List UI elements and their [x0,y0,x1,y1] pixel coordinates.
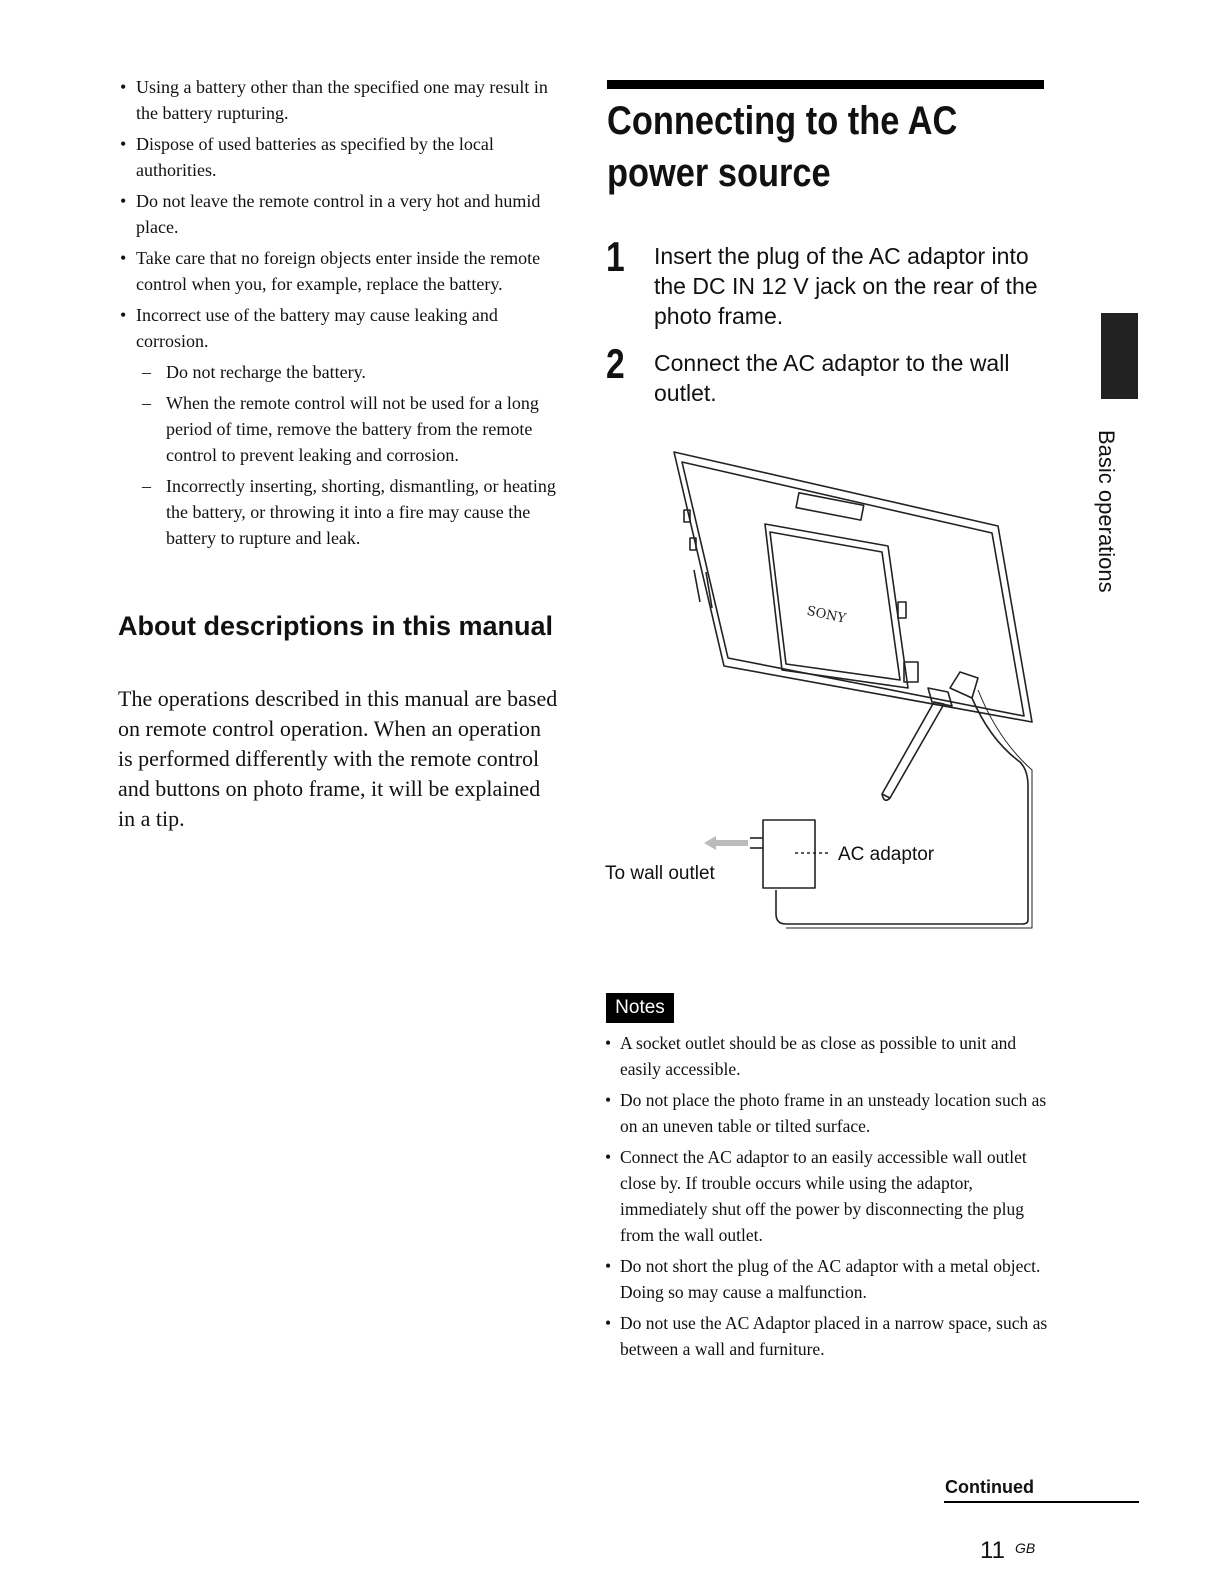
sub-list-item: – Incorrectly inserting, shorting, dismantling, or heating the battery, or throwing it into a fire may cause the battery to rupture and leak. [118,473,558,551]
about-paragraph: The operations described in this manual are based on remote control operation. When an operation is performed differently with the remote control and buttons on photo frame, it will be explained in a tip. [118,686,558,831]
section-tab-label: Basic operations [1094,430,1119,593]
step-text: Insert the plug of the AC adaptor into the DC IN 12 V jack on the rear of the photo frame. [654,243,1038,329]
list-item: • Do not short the plug of the AC adaptor with a metal object. Doing so may cause a malfunction. [604,1253,1049,1305]
list-item: • Dispose of used batteries as specified by the local authorities. [118,131,558,183]
title-rule [607,80,1044,89]
sub-list-item: – Do not recharge the battery. [118,359,558,385]
connection-illustration [600,440,1050,940]
label-to-wall-outlet: To wall outlet [605,863,715,884]
list-item: • Connect the AC adaptor to an easily accessible wall outlet close by. If trouble occurs while using the adaptor, immediately shut off the power by disconnecting the plug from the wall outlet. [604,1144,1049,1248]
top-slot [796,493,864,520]
list-item: • Do not place the photo frame in an unsteady location such as on an uneven table or tilted surface. [604,1087,1049,1139]
continued-label: Continued [945,1477,1034,1497]
list-item: • Do not use the AC Adaptor placed in a narrow space, such as between a wall and furniture. [604,1310,1049,1362]
about-heading: About descriptions in this manual [118,611,554,641]
page-language-code: GB [1015,1540,1036,1556]
step-number: 2 [606,340,625,387]
sub-list-item: – When the remote control will not be used for a long period of time, remove the battery from the remote control to prevent leaking and corrosion. [118,390,558,468]
step-text: Connect the AC adaptor to the wall outlet. [654,350,1010,406]
step-number: 1 [606,233,625,280]
side-button-strip [694,570,700,602]
list-item: • Using a battery other than the specified one may result in the battery rupturing. [118,74,558,126]
notes-badge: Notes [606,993,674,1023]
brand-logo: SONY [805,603,848,627]
label-ac-adaptor: AC adaptor [838,844,935,865]
rear-panel-inner [770,532,900,680]
ac-adaptor-body [763,820,815,888]
back-switch [898,602,906,618]
frame-outline [674,452,1032,722]
battery-precautions-list [118,74,558,556]
power-cable-shadow [786,690,1032,928]
continued-rule [944,1501,1139,1503]
plug-head [950,672,978,698]
page-title: Connecting to the AC power source [607,99,958,195]
arrow-left-icon [704,836,748,850]
page-number: 11 [980,1537,1005,1564]
frame-stand [882,702,944,798]
list-item: • Incorrect use of the battery may cause leaking and corrosion. [118,302,558,354]
list-item: • A socket outlet should be as close as possible to unit and easily accessible. [604,1030,1049,1082]
power-cable [776,698,1028,924]
notes-list [604,1030,1049,1367]
frame-inner-edge [682,462,1024,716]
list-item: • Do not leave the remote control in a very hot and humid place. [118,188,558,240]
section-tab-marker [1101,313,1138,399]
list-item: • Take care that no foreign objects enter inside the remote control when you, for example, replace the battery. [118,245,558,297]
